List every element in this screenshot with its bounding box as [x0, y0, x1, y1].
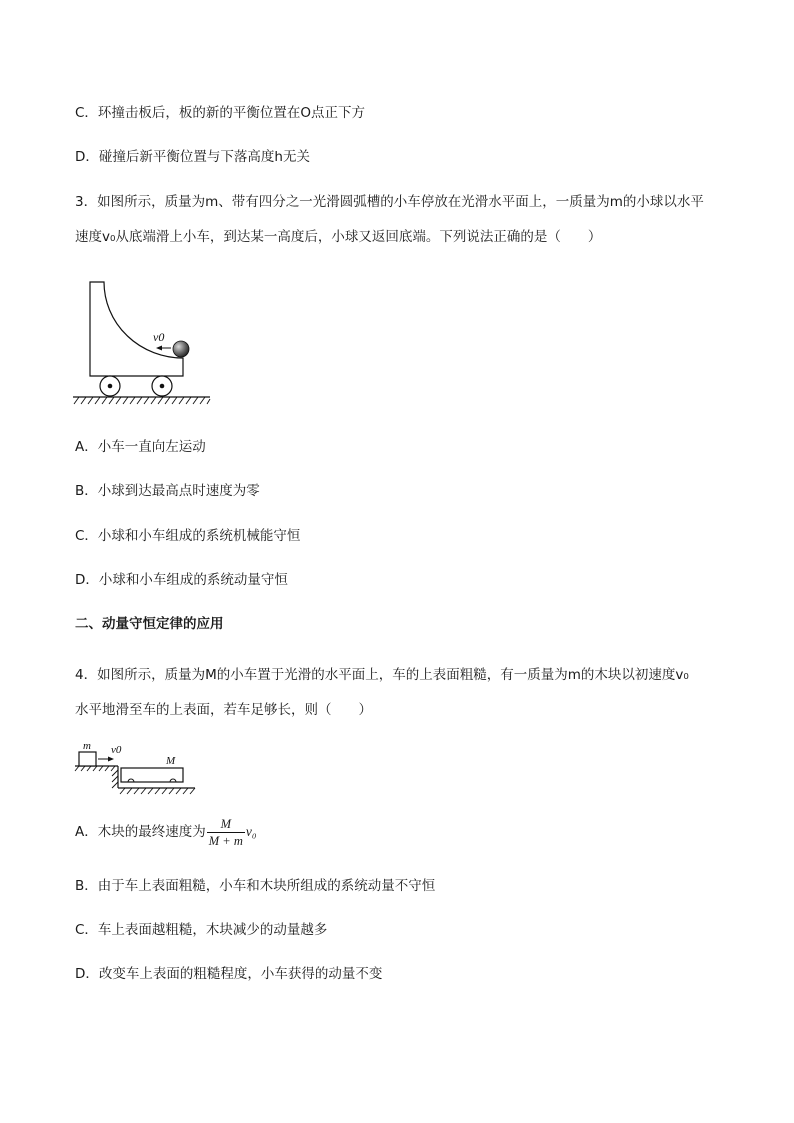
q3-option-a: A．小车一直向左运动	[75, 439, 206, 455]
q4a-fraction	[207, 816, 245, 849]
q4-option-c: C．车上表面越粗糙，木块减少的动量越多	[75, 922, 328, 938]
q3-option-d: D．小球和小车组成的系统动量守恒	[75, 572, 288, 588]
q4-cart-figure	[70, 738, 200, 800]
q4a-denominator: M + m	[208, 833, 243, 848]
q2-option-d: D．碰撞后新平衡位置与下落高度h无关	[75, 149, 310, 165]
block	[79, 752, 96, 766]
q4-stem-line-2: 水平地滑至车的上表面，若车足够长，则（ ）	[75, 702, 372, 718]
q3-stem-line-2: 速度v₀从底端滑上小车，到达某一高度后，小球又返回底端。下列说法正确的是（ ）	[75, 229, 602, 245]
q4a-suffix: v₀	[245, 824, 257, 839]
q3-cart-figure	[70, 278, 215, 408]
ball	[173, 341, 189, 357]
cart	[121, 768, 183, 782]
section-heading: 二、动量守恒定律的应用	[75, 616, 224, 632]
block-velocity-label: v0	[111, 744, 122, 756]
q3-option-c: C．小球和小车组成的系统机械能守恒	[75, 528, 301, 544]
q3-option-b: B．小球到达最高点时速度为零	[75, 483, 260, 499]
cart-label: M	[166, 755, 176, 767]
block-label: m	[83, 740, 91, 752]
q4-option-b: B．由于车上表面粗糙，小车和木块所组成的系统动量不守恒	[75, 878, 436, 894]
q3-stem-line-1: 3．如图所示，质量为m、带有四分之一光滑圆弧槽的小车停放在光滑水平面上，一质量为m的小球以水平	[75, 194, 704, 210]
velocity-label: v0	[153, 330, 165, 344]
cart-body	[90, 282, 183, 376]
q4a-numerator: M	[220, 816, 232, 831]
q4-option-d: D．改变车上表面的粗糙程度，小车获得的动量不变	[75, 966, 383, 982]
q2-option-c: C．环撞击板后，板的新的平衡位置在O点正下方	[75, 105, 366, 121]
q4-option-a	[75, 814, 257, 850]
q4-stem-line-1: 4．如图所示，质量为M的小车置于光滑的水平面上，车的上表面粗糙，有一质量为m的木块以初速度v₀	[75, 667, 689, 683]
q4a-prefix: A．木块的最终速度为	[75, 824, 206, 840]
